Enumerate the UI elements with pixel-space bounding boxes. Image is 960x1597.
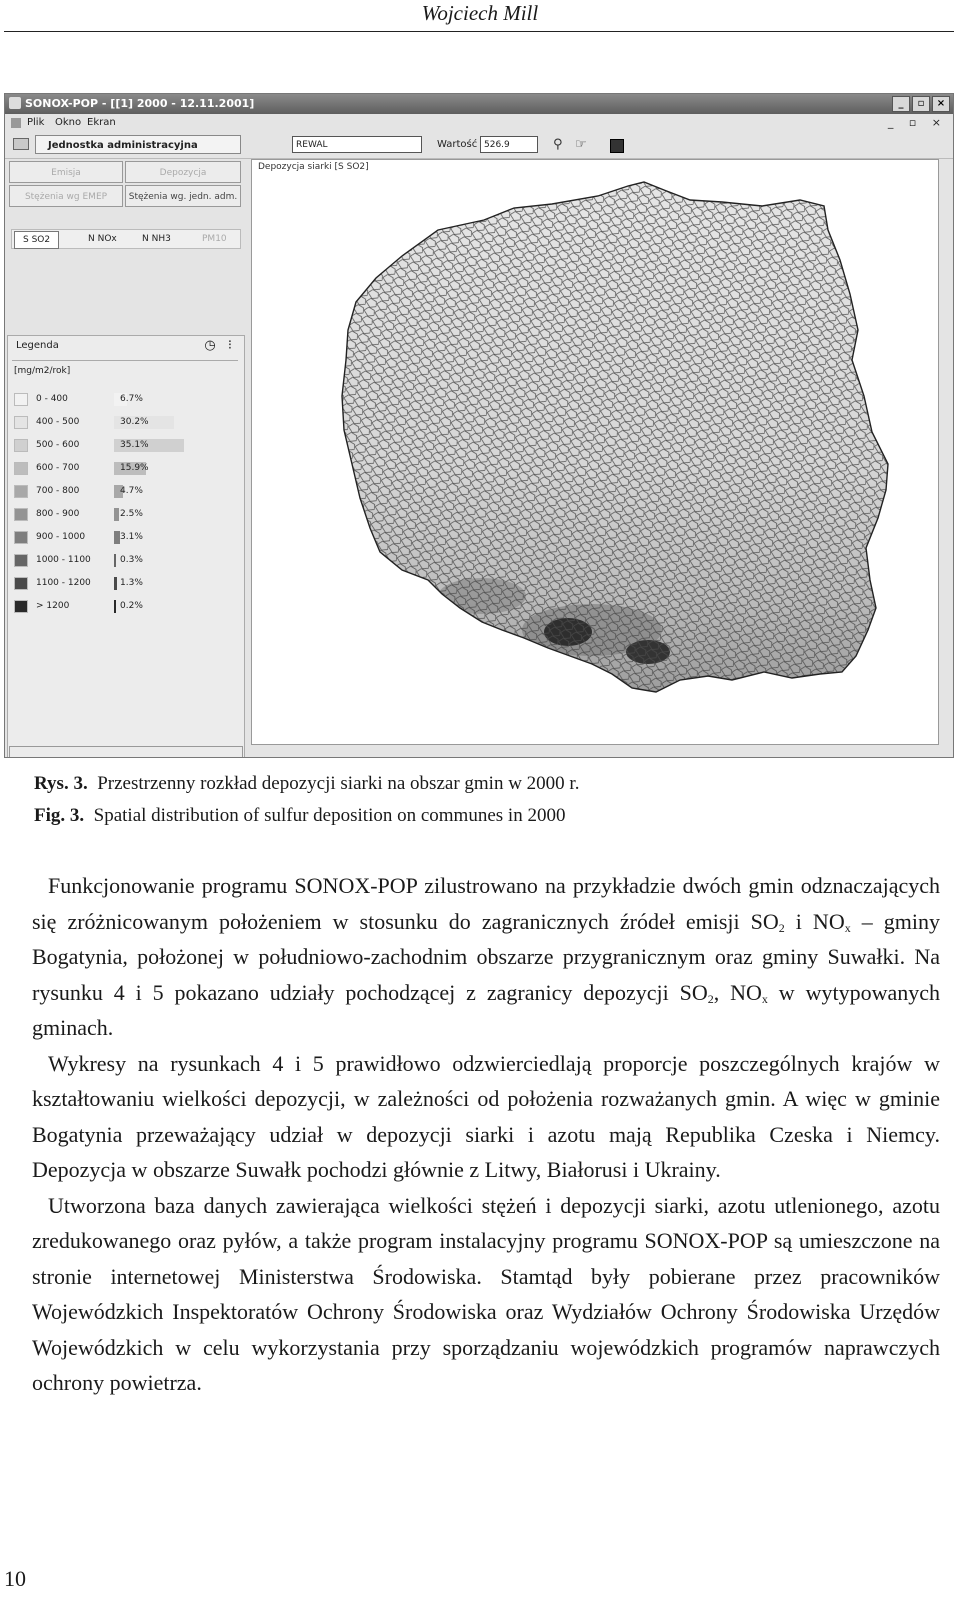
legend-percent: 0.3% — [120, 555, 143, 565]
figure-caption-en — [34, 804, 565, 828]
legend-percent: 1.3% — [120, 578, 143, 588]
legend-swatch — [14, 393, 28, 406]
menu-ekran[interactable]: Ekran — [87, 117, 116, 128]
legend-percent: 6.7% — [120, 394, 143, 404]
legend-swatch — [14, 485, 28, 498]
emission-button[interactable]: Emisja — [9, 161, 123, 183]
figure-caption-pl — [34, 772, 579, 796]
paragraph-1 — [32, 868, 940, 1046]
p1-part: Funkcjonowanie programu SONOX-POP zilustrowano na przykładzie dwóch gmin odznaczających się zróżnicowanym położeniem w stosunku do zagranicznych źródeł emisji SO — [32, 873, 940, 934]
map-panel[interactable] — [251, 159, 939, 745]
legend-swatch — [14, 508, 28, 521]
menu-okno[interactable]: Okno — [55, 117, 82, 128]
legend-row — [14, 438, 214, 457]
legend-row — [14, 553, 214, 572]
map-fill — [332, 180, 902, 700]
p1-part: – gminy Bogatynia, położonej w południowo-zachodnim obszarze przygranicznym oraz gminy Suwałki. Na rysunku 4 i 5 pokazano udziały pochodzącej z zagranicy depozycji SO — [32, 908, 940, 1005]
legend-swatch — [14, 439, 28, 452]
minimize-button[interactable]: _ — [892, 96, 910, 112]
tab-pm10[interactable]: PM10 — [202, 234, 227, 244]
body-text — [32, 868, 940, 1401]
color-square-icon[interactable] — [610, 139, 624, 153]
subscript: 2 — [778, 920, 785, 935]
tab-s-so2[interactable]: S SO2 — [14, 231, 59, 249]
legend-range: > 1200 — [36, 601, 70, 611]
maximize-button[interactable]: ▫ — [912, 96, 930, 112]
window-controls — [892, 96, 950, 112]
page-number: 10 — [4, 1566, 26, 1591]
paragraph-2: Wykresy na rysunkach 4 i 5 prawidłowo odzwierciedlają proporcje poszczególnych krajów w kształtowaniu wielkości depozycji, w zależności od położenia rozważanych gmin. A więc w gminie Bogatynia przeważający udział w depozycji siarki i azotu mają Republika Czeska i Niemcy. Depozycja w obszarze Suwałk pochodzi głównie z Litwy, Białorusi i Ukrainy. — [32, 1050, 940, 1182]
legend-percent: 2.5% — [120, 509, 143, 519]
legend-share-bar — [114, 508, 119, 521]
legend-range: 1100 - 1200 — [36, 578, 91, 588]
subscript: 2 — [707, 991, 714, 1006]
p1-part: w wytypowanych gminach. — [32, 979, 940, 1040]
poland-deposition-map[interactable] — [252, 160, 940, 746]
p1-part: i NO — [784, 908, 845, 934]
legend-title: Legenda — [16, 340, 59, 351]
legend-row — [14, 484, 214, 503]
legend-swatch — [14, 531, 28, 544]
legend-range: 800 - 900 — [36, 509, 80, 519]
deposition-button[interactable]: Depozycja — [125, 161, 241, 183]
close-button[interactable]: × — [932, 96, 950, 112]
legend-range: 700 - 800 — [36, 486, 80, 496]
legend-swatch — [14, 416, 28, 429]
legend-percent: 30.2% — [120, 417, 149, 427]
legend-share-bar — [114, 577, 117, 590]
tab-n-nh3[interactable]: N NH3 — [142, 234, 171, 244]
legend-share-bar — [114, 554, 116, 567]
legend-row — [14, 530, 214, 549]
caption-pl-text: Przestrzenny rozkład depozycji siarki na obszar gmin w 2000 r. — [97, 773, 580, 794]
header-rule — [4, 31, 954, 32]
p1-part: , NO — [713, 979, 762, 1005]
value-field[interactable]: 526.9 — [480, 136, 538, 153]
admin-unit-button[interactable]: Jednostka administracyjna — [35, 135, 241, 154]
legend-row — [14, 392, 214, 411]
legend-row — [14, 599, 214, 618]
toolbar — [5, 132, 953, 159]
paragraph-3: Utworzona baza danych zawierająca wielkości stężeń i depozycji siarki, azotu utlenionego, azotu zredukowanego oraz pyłów, a także program instalacyjny programu SONOX-POP są umieszczone na stronie internetowej Ministerstwa Środowiska. Stamtąd były pobierane przez pracowników Wojewódzkich Inspektoratów Ochrony Środowiska oraz Wydziałów Ochrony Środowiska Urzędów Wojewódzkich w celu wykorzystania przy sporządzaniu wojewódzkich programów naprawczych ochrony powietrza. — [32, 1192, 940, 1395]
legend-percent: 4.7% — [120, 486, 143, 496]
subscript: x — [761, 991, 768, 1006]
legend-share-bar — [114, 600, 116, 613]
mdi-controls[interactable]: _ ▫ × — [887, 116, 947, 129]
legend-range: 0 - 400 — [36, 394, 68, 404]
caption-pl-label: Rys. 3. — [34, 773, 88, 794]
running-head-author: Wojciech Mill — [421, 1, 539, 25]
left-panel — [5, 159, 247, 757]
caption-en-label: Fig. 3. — [34, 805, 85, 826]
document-icon — [11, 118, 21, 128]
search-input[interactable]: REWAL — [292, 136, 422, 153]
legend-tools-icon[interactable]: ◷ ⁝ — [204, 338, 236, 353]
legend-range: 400 - 500 — [36, 417, 80, 427]
caption-en-text: Spatial distribution of sulfur deposition on communes in 2000 — [93, 805, 566, 826]
legend-range: 1000 - 1100 — [36, 555, 91, 565]
legend-swatch — [14, 554, 28, 567]
subscript: x — [844, 920, 851, 935]
app-icon — [9, 97, 21, 109]
hand-pointer-icon[interactable]: ☞ — [575, 137, 587, 152]
legend-range: 900 - 1000 — [36, 532, 86, 542]
legend-percent: 15.9% — [120, 463, 149, 473]
window-titlebar[interactable] — [5, 94, 953, 114]
legend-row — [14, 507, 214, 526]
legend-range: 600 - 700 — [36, 463, 80, 473]
substance-tabs — [11, 229, 241, 249]
legend-range: 500 - 600 — [36, 440, 80, 450]
menubar — [5, 114, 953, 132]
legend-swatch — [14, 577, 28, 590]
legend-row — [14, 576, 214, 595]
emep-concentration-button[interactable]: Stężenia wg EMEP — [9, 185, 123, 207]
window-title: SONOX-POP - [[1] 2000 - 12.11.2001] — [25, 97, 255, 110]
legend-panel — [7, 335, 245, 758]
search-icon[interactable]: ⚲ — [553, 137, 563, 152]
value-label: Wartość — [437, 139, 478, 150]
legend-percent: 35.1% — [120, 440, 149, 450]
legend-row — [14, 461, 214, 480]
legend-divider — [12, 360, 238, 361]
legend-unit: [mg/m2/rok] — [14, 366, 71, 376]
folder-icon[interactable] — [13, 138, 29, 150]
legend-swatch — [14, 600, 28, 613]
map-title: Depozycja siarki [S SO2] — [258, 162, 369, 172]
tab-n-nox[interactable]: N NOx — [88, 234, 117, 244]
monitoring-data-button[interactable] — [9, 746, 243, 758]
legend-swatch — [14, 462, 28, 475]
admin-concentration-button[interactable]: Stężenia wg. jedn. adm. — [125, 185, 241, 207]
sonox-pop-window — [4, 93, 954, 758]
menu-plik[interactable]: Plik — [27, 117, 45, 128]
legend-percent: 3.1% — [120, 532, 143, 542]
legend-percent: 0.2% — [120, 601, 143, 611]
legend-row — [14, 415, 214, 434]
